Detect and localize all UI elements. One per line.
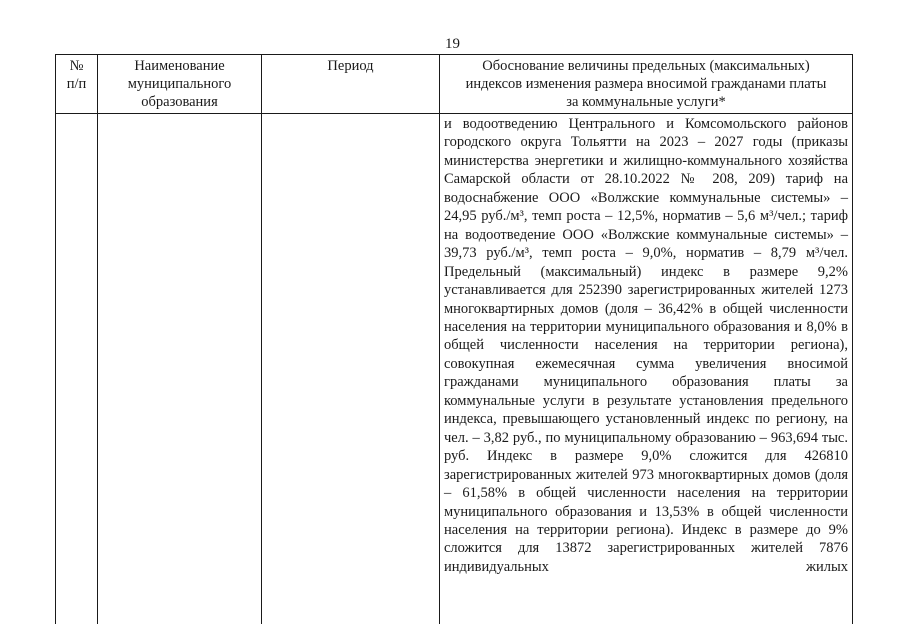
table-header-row — [56, 55, 853, 114]
cell-number — [56, 114, 98, 625]
cell-period — [262, 114, 440, 625]
basis-paragraph: и водоотведению Центрального и Комсомольского районов городского округа Тольятти на 2023 – 2027 годы (приказы министерства энергетики и жилищно-коммунального хозяйства Самарской области от 28.10.2022 № 208, 209) тариф на водоснабжение ООО «Волжские коммунальные системы» – 24,95 руб./м³, темп роста – 12,5%, норматив – 5,6 м³/чел.; тариф на водоотведение ООО «Волжские коммунальные системы» – 39,73 руб./м³, темп роста – 9,0%, норматив – 8,79 м³/чел. Предельный (максимальный) индекс в размере 9,2% устанавливается для 252390 зарегистрированных жителей 1273 многоквартирных домов (доля – 36,42% в общей численности населения на территории муниципального образования и 8,0% в общей численности населения на территории региона), совокупная ежемесячная сумма увеличения вносимой гражданами муниципального образования платы за коммунальные услуги в результате установления предельного индекса, превышающего установленный индекс по региону, на чел. – 3,82 руб., по муниципальному образованию – 963,694 тыс. руб. Индекс в размере 9,0% сложится для 426810 зарегистрированных жителей 973 многоквартирных домов (доля – 61,58% в общей численности населения на территории муниципального образования и 13,53% в общей численности населения на территории региона). Индекс в размере до 9% сложится для 13872 зарегистрированных жителей 7876 индивидуальных жилых — [444, 116, 848, 575]
table-row — [56, 114, 853, 625]
page-number: 19 — [445, 36, 460, 52]
cell-basis — [440, 114, 853, 625]
tariff-table — [55, 54, 853, 624]
header-basis: Обоснование величины предельных (максимальных) индексов изменения размера вносимой гражданами платы за коммунальные услуги* — [440, 55, 853, 114]
header-number: № п/п — [56, 55, 98, 114]
cell-municipality — [98, 114, 262, 625]
header-period: Период — [262, 55, 440, 114]
header-municipality: Наименование муниципального образования — [98, 55, 262, 114]
